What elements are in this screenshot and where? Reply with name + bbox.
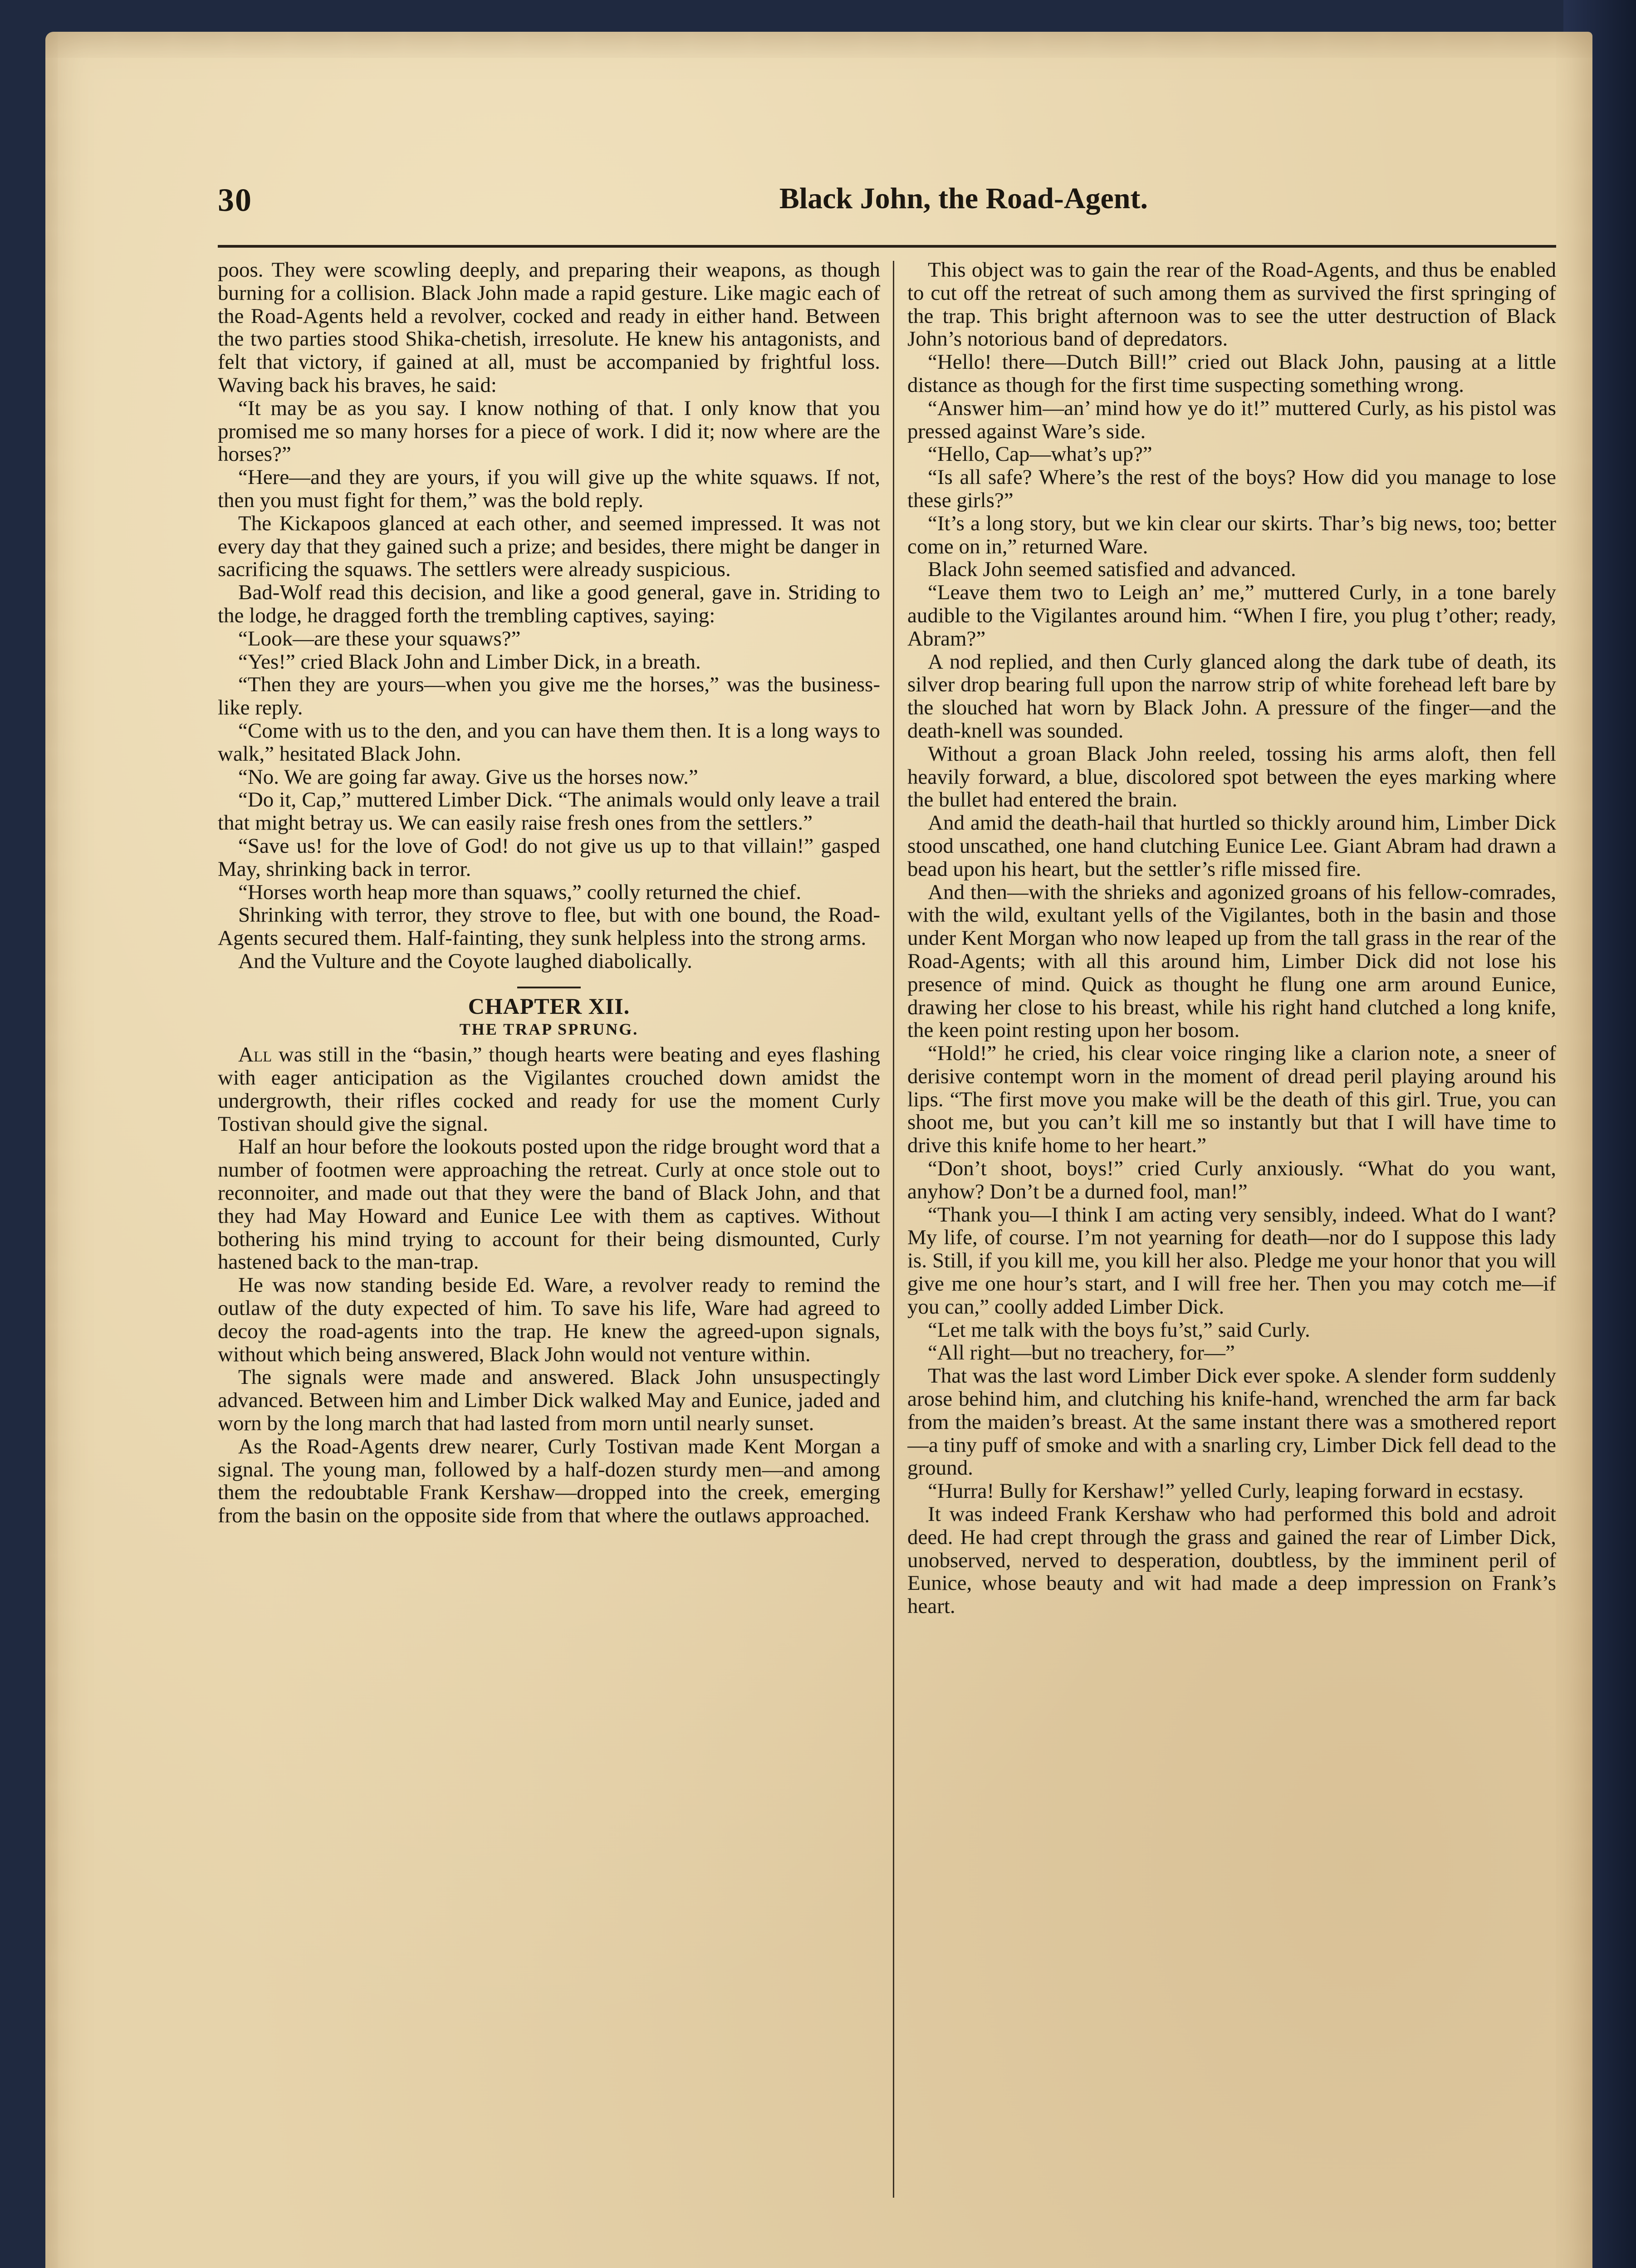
header-rule <box>218 245 1556 248</box>
paragraph: “Let me talk with the boys fu’st,” said Curly. <box>928 1318 1310 1342</box>
left-column <box>218 259 880 2200</box>
paragraph: Half an hour before the lookouts posted upon the ridge brought word that a number of footmen were approaching the retreat. Curly at once stole out to reconnoiter, and made out that they were the band of Black John, and that they had May Howard and Eunice Lee with them as captives. Without bothering his mind trying to account for their being dismounted, Curly hastened back to the man-trap. <box>218 1135 880 1274</box>
paragraph: “Don’t shoot, boys!” cried Curly anxiously. “What do you want, anyhow? Don’t be a durned fool, man!” <box>907 1157 1556 1203</box>
paragraph: Black John seemed satisfied and advanced. <box>928 557 1296 582</box>
paragraph: “Hello, Cap—what’s up?” <box>928 442 1152 466</box>
paragraph: Bad-Wolf read this decision, and like a good general, gave in. Striding to the lodge, he dragged forth the trembling captives, saying: <box>218 581 880 627</box>
paragraph: A nod replied, and then Curly glanced along the dark tube of death, its silver drop bearing full upon the narrow strip of white forehead left bare by the slouched hat worn by Black John. A pressure of the finger—and the death-knell was sounded. <box>907 650 1556 743</box>
paragraph: “Thank you—I think I am acting very sensibly, indeed. What do I want? My life, of course. I’m not yearning for death—nor do I suppose this lady is. Still, if you kill me, you kill her also. Pledge me your honor that you will give me one hour’s start, and I will free her. Then you may cotch me—if you can,” coolly added Limber Dick. <box>907 1202 1556 1319</box>
paragraph: As the Road-Agents drew nearer, Curly Tostivan made Kent Morgan a signal. The young man, followed by a half-dozen sturdy men—and among them the redoubtable Frank Kershaw—dropped into the creek, emerging from the basin on the opposite side from that where the outlaws approached. <box>218 1434 880 1528</box>
paragraph: “Hurra! Bully for Kershaw!” yelled Curly, leaping forward in ecstasy. <box>928 1479 1524 1503</box>
paragraph: “All right—but no treachery, for—” <box>928 1341 1235 1365</box>
paragraph: It was indeed Frank Kershaw who had performed this bold and adroit deed. He had crept through the grass and gained the rear of Limber Dick, unobserved, nerved to desperation, doubtless, by the imminent peril of Eunice, whose beauty and wit had made a deep impression on Frank’s heart. <box>907 1502 1556 1618</box>
paragraph: “Come with us to the den, and you can have them then. It is a long ways to walk,” hesitated Black John. <box>218 719 880 766</box>
paragraph: “Do it, Cap,” muttered Limber Dick. “The animals would only leave a trail that might betray us. We can easily raise fresh ones from the settlers.” <box>218 788 880 835</box>
paragraph: “Yes!” cried Black John and Limber Dick, in a breath. <box>238 650 701 674</box>
paragraph: “Leave them two to Leigh an’ me,” muttered Curly, in a tone barely audible to the Vigilantes around him. “When I fire, you plug t’other; ready, Abram?” <box>907 581 1556 650</box>
paragraph: “It may be as you say. I know nothing of that. I only know that you promised me so many horses for a piece of work. I did it; now where are the horses?” <box>218 396 880 466</box>
book-page <box>45 32 1592 2268</box>
paragraph: Without a groan Black John reeled, tossing his arms aloft, then fell heavily forward, a blue, discolored spot between the eyes marking where the bullet had entered the brain. <box>907 742 1556 812</box>
right-column <box>907 259 1556 2200</box>
paragraph: Shrinking with terror, they strove to flee, but with one bound, the Road-Agents secured them. Half-fainting, they sunk helpless into the strong arms. <box>218 903 880 950</box>
opening-word: All <box>238 1043 272 1067</box>
paragraph: And the Vulture and the Coyote laughed diabolically. <box>238 949 692 973</box>
paragraph: “Save us! for the love of God! do not give us up to that villain!” gasped May, shrinking back in terror. <box>218 834 880 881</box>
paragraph: “No. We are going far away. Give us the horses now.” <box>238 765 698 789</box>
paragraph: “Is all safe? Where’s the rest of the boys? How did you manage to lose these girls?” <box>907 465 1556 512</box>
paragraph: The signals were made and answered. Black John unsuspectingly advanced. Between him and Limber Dick walked May and Eunice, jaded and worn by the long march that had lasted from morn until nearly sunset. <box>218 1365 880 1436</box>
paragraph: This object was to gain the rear of the Road-Agents, and thus be enabled to cut off the retreat of such among them as survived the first springing of the trap. This bright afternoon was to see the utter destruction of Black John’s notorious band of depredators. <box>907 259 1556 351</box>
paragraph: That was the last word Limber Dick ever spoke. A slender form suddenly arose behind him, and clutching his knife-hand, wrenched the arm far back from the maiden’s breast. At the same instant there was a smothered report—a tiny puff of smoke and with a snarling cry, Limber Dick fell dead to the ground. <box>907 1364 1556 1480</box>
page-number: 30 <box>218 182 252 218</box>
paragraph: And amid the death-hail that hurtled so thickly around him, Limber Dick stood unscathed, one hand clutching Eunice Lee. Giant Abram had drawn a bead upon his heart, but the settler’s rifle missed fire. <box>907 811 1556 881</box>
paragraph: The Kickapoos glanced at each other, and seemed impressed. It was not every day that they gained such a prize; and besides, there might be danger in sacrificing the squaws. The settlers were already suspicious. <box>218 511 880 582</box>
page-header <box>218 177 1148 240</box>
column-divider <box>893 261 894 2198</box>
chapter-opening-paragraph <box>218 1043 880 1135</box>
paragraph: He was now standing beside Ed. Ware, a revolver ready to remind the outlaw of the duty expected of him. To save his life, Ware had agreed to decoy the road-agents into the trap. He knew the agreed-upon signals, without which being answered, Black John would not venture within. <box>218 1273 880 1366</box>
chapter-title: CHAPTER XII. <box>468 993 630 1019</box>
paragraph: “It’s a long story, but we kin clear our skirts. Thar’s big news, too; better come on in,” returned Ware. <box>907 511 1556 558</box>
paragraph: “Hold!” he cried, his clear voice ringing like a clarion note, a sneer of derisive contempt worn in the moment of dread peril playing around his lips. “The first move you make will be the death of this girl. True, you can shoot me, but you can’t kill me so instantly but that I will have time to drive this knife home to her heart.” <box>907 1041 1556 1158</box>
paragraph: poos. They were scowling deeply, and preparing their weapons, as though burning for a collision. Black John made a rapid gesture. Like magic each of the Road-Agents held a revolver, cocked and ready in either hand. Between the two parties stood Shika-chetish, irresolute. He knew his antagonists, and felt that victory, if gained at all, must be accompanied by frightful loss. Waving back his braves, he said: <box>218 259 880 397</box>
paragraph: And then—with the shrieks and agonized groans of his fellow-comrades, with the wild, exultant yells of the Vigilantes, both in the basin and those under Kent Morgan who now leaped up from the tall grass in the rear of the Road-Agents; with all this around him, Limber Dick did not lose his presence of mind. Quick as thought he flung one arm around Eunice, drawing her close to his breast, while his right hand clutched a long knife, the keen point resting upon her bosom. <box>907 880 1556 1042</box>
opening-text: was still in the “basin,” though hearts were beating and eyes flashing with eager anticipation as the Vigilantes crouched down amidst the undergrowth, their rifles cocked and ready for use the moment Curly Tostivan should give the signal. <box>218 1043 880 1136</box>
chapter-subtitle: THE TRAP SPRUNG. <box>459 1020 639 1038</box>
paragraph: “Here—and they are yours, if you will give up the white squaws. If not, then you must fight for them,” was the bold reply. <box>218 465 880 512</box>
chapter-rule <box>517 987 581 988</box>
chapter-heading <box>218 987 880 1041</box>
paragraph: “Horses worth heap more than squaws,” coolly returned the chief. <box>238 880 802 904</box>
paragraph: “Look—are these your squaws?” <box>238 626 521 650</box>
paragraph: “Then they are yours—when you give me the horses,” was the business-like reply. <box>218 673 880 720</box>
paragraph: “Answer him—an’ mind how ye do it!” muttered Curly, as his pistol was pressed against Ware’s side. <box>907 396 1556 443</box>
paragraph: “Hello! there—Dutch Bill!” cried out Black John, pausing at a little distance as though for the first time suspecting something wrong. <box>907 350 1556 397</box>
running-title: Black John, the Road-Agent. <box>779 182 1148 215</box>
